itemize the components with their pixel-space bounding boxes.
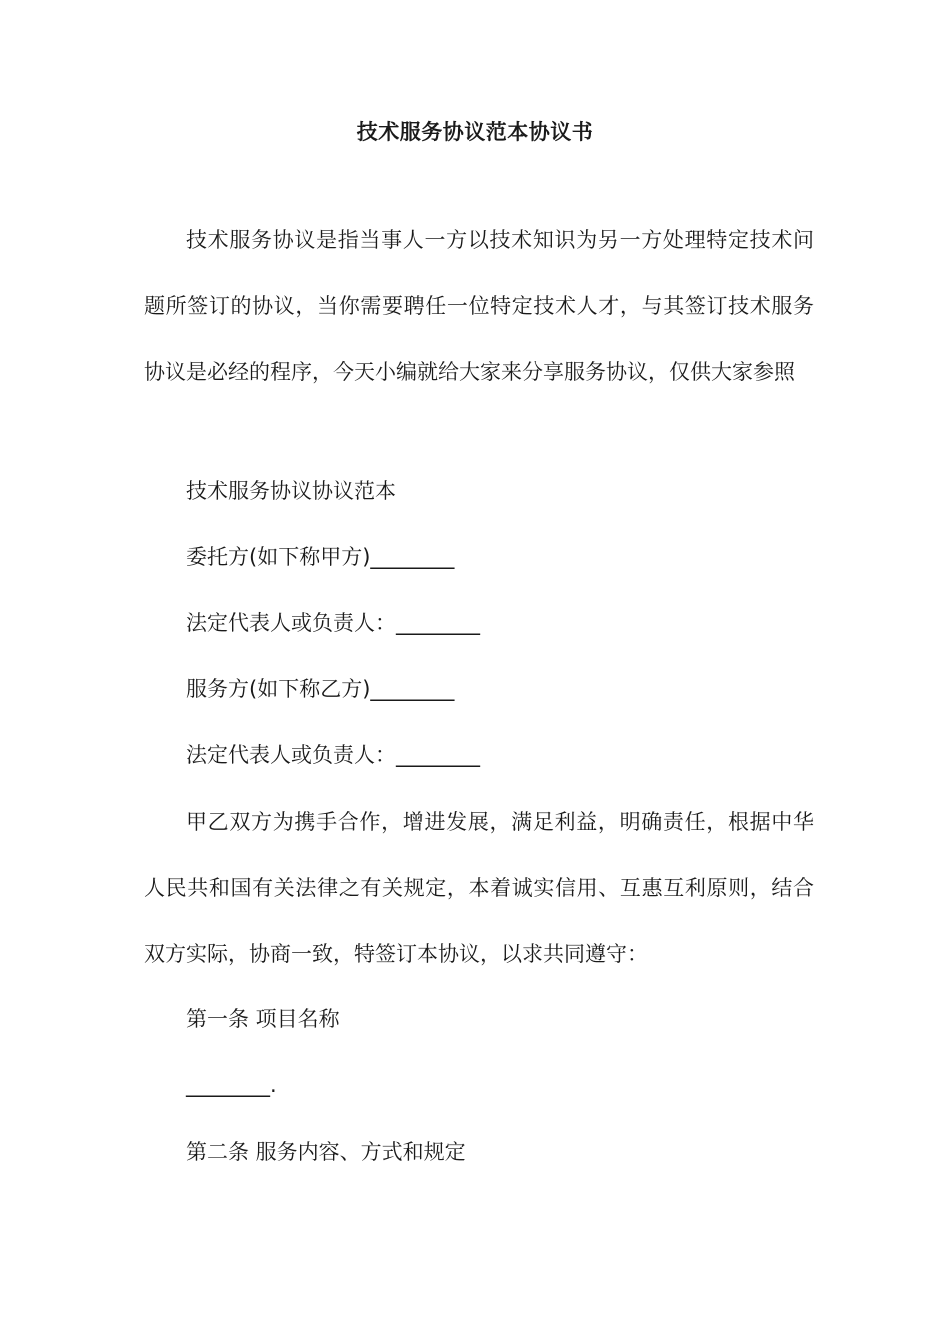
document-title: 技术服务协议范本协议书 [356, 120, 594, 144]
article-1-blank: ________. [186, 1073, 277, 1097]
article-1-heading: 第一条 项目名称 [186, 1007, 340, 1031]
agreement-subtitle: 技术服务协议协议范本 [186, 479, 396, 503]
party-b-line: 服务方(如下称乙方)________ [186, 677, 455, 701]
preamble-paragraph: 甲乙双方为携手合作，增进发展，满足利益，明确责任，根据中华人民共和国有关法律之有关规定，本着诚实信用、互惠互利原则，结合双方实际，协商一致，特签订本协议，以求共同遵守： [144, 810, 814, 966]
intro-paragraph: 技术服务协议是指当事人一方以技术知识为另一方处理特定技术问题所签订的协议，当你需要聘任一位特定技术人才，与其签订技术服务协议是必经的程序，今天小编就给大家来分享服务协议，仅供大家参照 [144, 228, 814, 384]
party-a-line: 委托方(如下称甲方)________ [186, 545, 455, 569]
article-2-heading: 第二条 服务内容、方式和规定 [186, 1140, 466, 1164]
party-b-representative-line: 法定代表人或负责人：________ [186, 743, 480, 767]
party-a-representative-line: 法定代表人或负责人：________ [186, 611, 480, 635]
